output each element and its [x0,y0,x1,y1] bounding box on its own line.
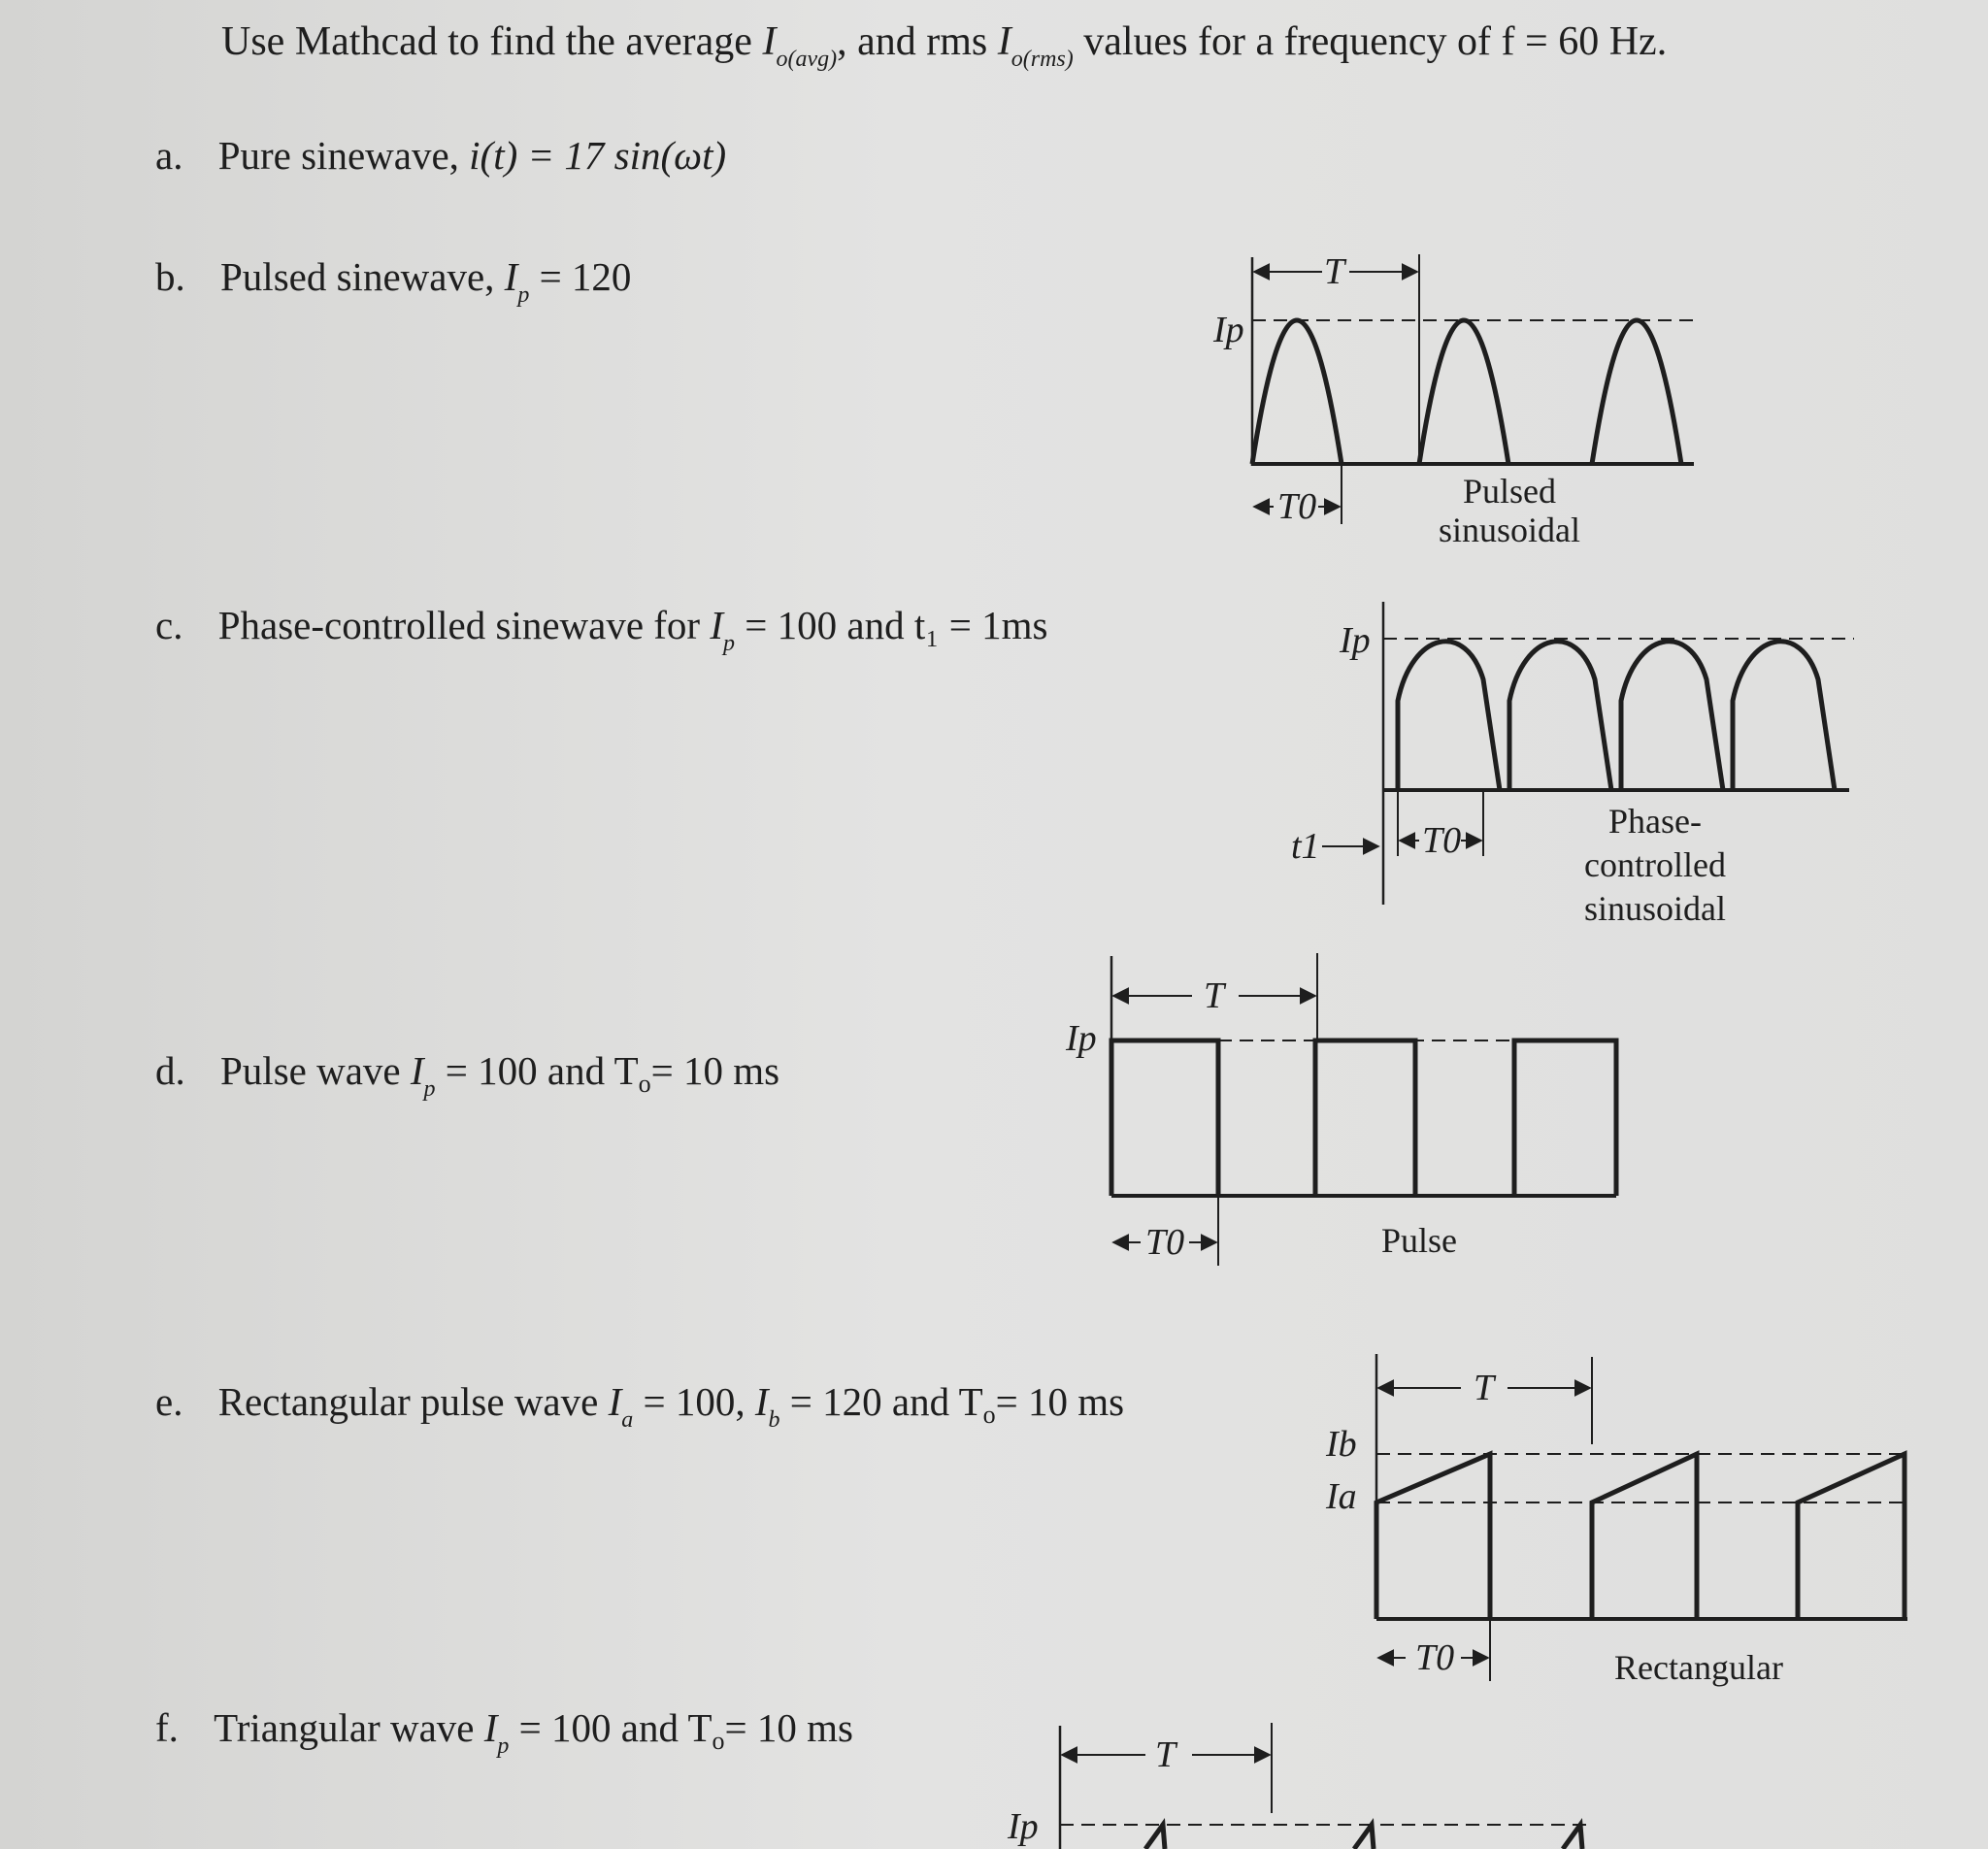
item-e-text: Rectangular pulse wave [217,1379,599,1424]
pulse-1 [1111,1040,1218,1196]
rect-pulse-3 [1798,1454,1905,1619]
item-d-value: = 100 and T [445,1048,639,1093]
pulsed-hump-1 [1252,320,1342,464]
item-e-subscript-b: b [768,1407,780,1433]
tri-period-label: T [1155,1734,1176,1775]
item-b-marker: b. [155,254,185,299]
tri-peak-2 [1354,1825,1374,1849]
item-d-symbol: I [410,1048,424,1093]
item-e-value: = 120 and T [789,1379,983,1424]
item-d-subscript: p [423,1076,436,1102]
rect-period-label: T [1474,1368,1495,1408]
item-e-symbol-b: I [754,1379,769,1424]
item-a-marker: a. [155,133,183,178]
item-f-subscript: p [497,1733,510,1759]
item-d-t-subscript: o [638,1070,651,1098]
item-b-symbol: I [504,254,518,299]
item-f-tail: = 10 ms [724,1705,854,1750]
phase-segment-4 [1733,642,1835,790]
item-c-subscript: p [723,631,735,656]
item-e-symbol-a: I [608,1379,622,1424]
item-e-subscript-a: a [621,1407,634,1433]
item-c-text: Phase-controlled sinewave for [217,603,701,647]
item-c-symbol: I [710,603,723,647]
item-d-text: Pulse wave [220,1048,401,1093]
item-f-marker: f. [155,1705,179,1750]
rect-pulse-1 [1376,1454,1490,1619]
tri-peak-1 [1145,1825,1165,1849]
heading-post: values for a frequency of f = 60 Hz. [1083,19,1668,64]
item-f-t-subscript: o [712,1727,725,1755]
phase-segment-3 [1621,642,1723,790]
phase-caption-line3: sinusoidal [1583,889,1727,928]
avg-symbol: I [762,19,777,64]
item-b-value: = 120 [539,254,632,299]
pulsed-caption-line2: sinusoidal [1438,511,1581,549]
item-c-marker: c. [155,603,183,647]
phase-width-label: T0 [1422,820,1462,861]
rms-subscript: o(rms) [1011,47,1074,72]
item-f-symbol: I [483,1705,498,1750]
item-b-text: Pulsed sinewave, [220,254,495,299]
item-d-tail: = 10 ms [650,1048,780,1093]
item-e-t-subscript: o [982,1401,996,1429]
tri-peak-label: Ip [1008,1806,1039,1847]
triangular-figure [1060,1723,1592,1849]
phase-segment-2 [1509,642,1611,790]
pulsed-hump-2 [1419,320,1508,464]
item-b-subscript: p [517,282,530,308]
pulsed-period-label: T [1324,251,1345,292]
item-e-marker: e. [155,1379,183,1424]
pulsed-hump-3 [1592,320,1681,464]
pulse-figure [1111,953,1616,1266]
phase-caption-line2: controlled [1584,845,1726,884]
rect-ib-label: Ib [1326,1424,1357,1465]
pulse-width-label: T0 [1145,1222,1185,1263]
item-f-value: = 100 and T [518,1705,712,1750]
rectangular-figure [1376,1354,1907,1681]
phase-t1-label: t1 [1291,826,1320,867]
pulse-3 [1514,1040,1616,1196]
pulsed-width-label: T0 [1277,486,1317,527]
heading-pre: Use Mathcad to find the average [221,19,752,64]
rect-pulse-2 [1592,1454,1697,1619]
item-c-value: = 100 and t₁ = 1ms [745,603,1048,647]
pulse-period-label: T [1204,975,1225,1016]
rect-width-label: T0 [1415,1637,1455,1678]
item-f-text: Triangular wave [214,1705,475,1750]
item-a-text: Pure sinewave, [217,133,459,178]
rms-symbol: I [997,19,1011,64]
item-d-marker: d. [155,1048,185,1093]
item-e-mid: = 100, [643,1379,746,1424]
tri-peak-3 [1563,1825,1582,1849]
phase-segment-1 [1398,642,1500,790]
phase-caption-line1: Phase- [1608,802,1702,841]
pulsed-caption-line1: Pulsed [1462,472,1557,511]
item-a-formula: i(t) = 17 sin(ωt) [469,133,727,178]
rect-ia-label: Ia [1326,1476,1357,1517]
avg-subscript: o(avg) [776,47,838,72]
pulsed-peak-label: Ip [1213,310,1244,350]
rect-caption: Rectangular [1614,1648,1783,1687]
pulse-2 [1315,1040,1415,1196]
heading-mid: , and rms [837,19,988,64]
pulse-caption: Pulse [1380,1221,1458,1260]
phase-peak-label: Ip [1340,620,1371,661]
item-e-tail: = 10 ms [995,1379,1125,1424]
pulse-peak-label: Ip [1066,1018,1097,1059]
